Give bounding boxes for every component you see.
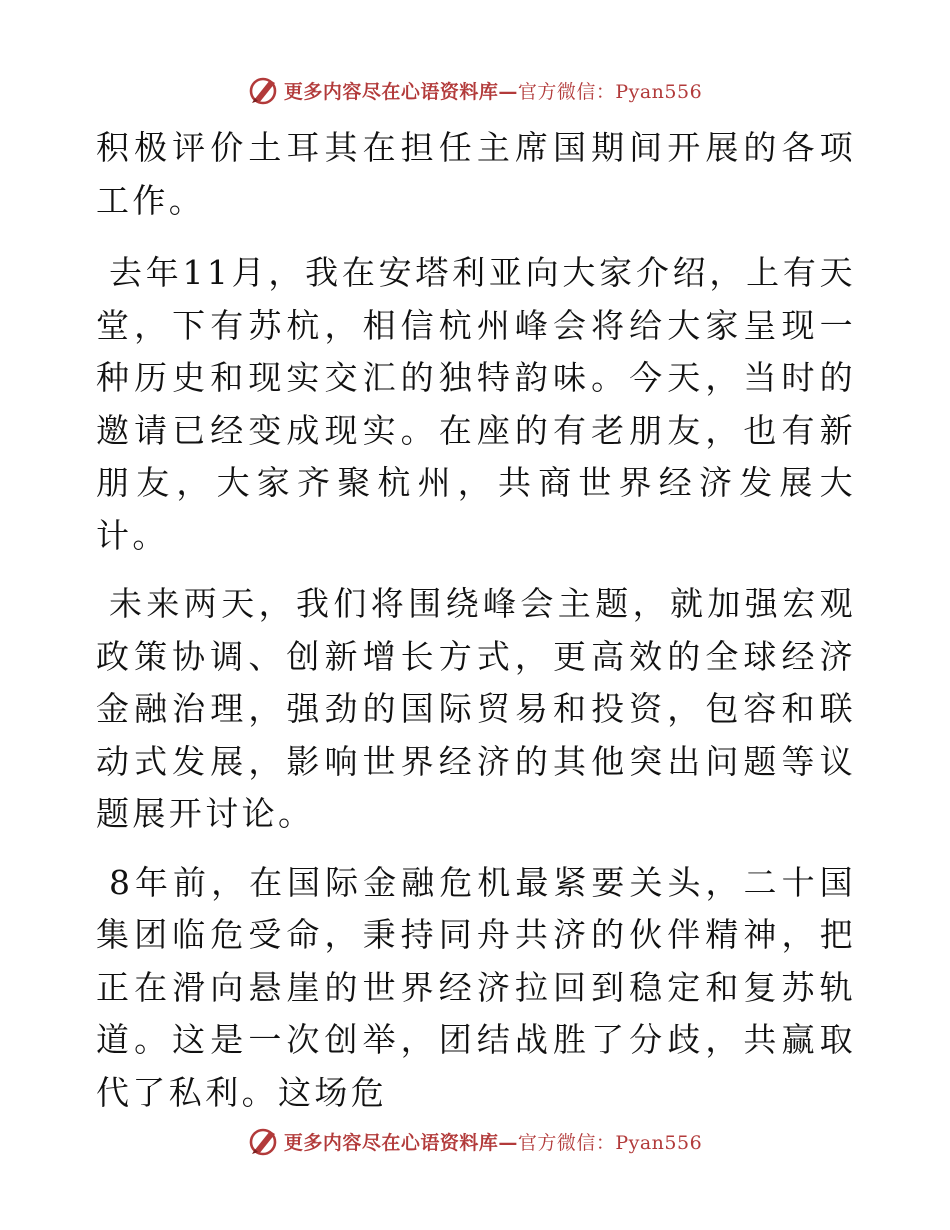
paragraph-3: 未来两天，我们将围绕峰会主题，就加强宏观政策协调、创新增长方式，更高效的全球经济金融治理，强劲的国际贸易和投资，包容和联动式发展，影响世界经济的其他突出问题等议题展开讨论。 bbox=[96, 584, 856, 833]
header-banner bbox=[0, 70, 950, 110]
pen-logo-icon bbox=[248, 74, 280, 106]
document-body bbox=[96, 122, 856, 1135]
footer-text bbox=[284, 1128, 702, 1155]
paragraph-2: 去年11月，我在安塔利亚向大家介绍，上有天堂，下有苏杭，相信杭州峰会将给大家呈现一种历史和现实交汇的独特韵味。今天，当时的邀请已经变成现实。在座的有老朋友，也有新朋友，大家齐聚杭州，共商世界经济发展大计。 bbox=[96, 253, 856, 555]
pen-logo-icon bbox=[248, 1125, 280, 1157]
footer-brand: 更多内容尽在心语资料库 bbox=[283, 1131, 499, 1154]
footer-banner bbox=[0, 1121, 950, 1161]
header-brand: 更多内容尽在心语资料库 bbox=[283, 80, 499, 103]
paragraph-1: 积极评价土耳其在担任主席国期间开展的各项工作。 bbox=[96, 128, 856, 220]
footer-wechat: 官方微信：Pyan556 bbox=[517, 1131, 703, 1154]
paragraph-4: 8年前，在国际金融危机最紧要关头，二十国集团临危受命，秉持同舟共济的伙伴精神，把正在滑向悬崖的世界经济拉回到稳定和复苏轨道。这是一次创举，团结战胜了分歧，共赢取代了私利。这场危 bbox=[96, 862, 856, 1112]
header-separator: — bbox=[498, 80, 518, 103]
header-wechat: 官方微信：Pyan556 bbox=[517, 80, 703, 103]
header-text bbox=[284, 77, 702, 104]
footer-separator: — bbox=[498, 1131, 518, 1154]
